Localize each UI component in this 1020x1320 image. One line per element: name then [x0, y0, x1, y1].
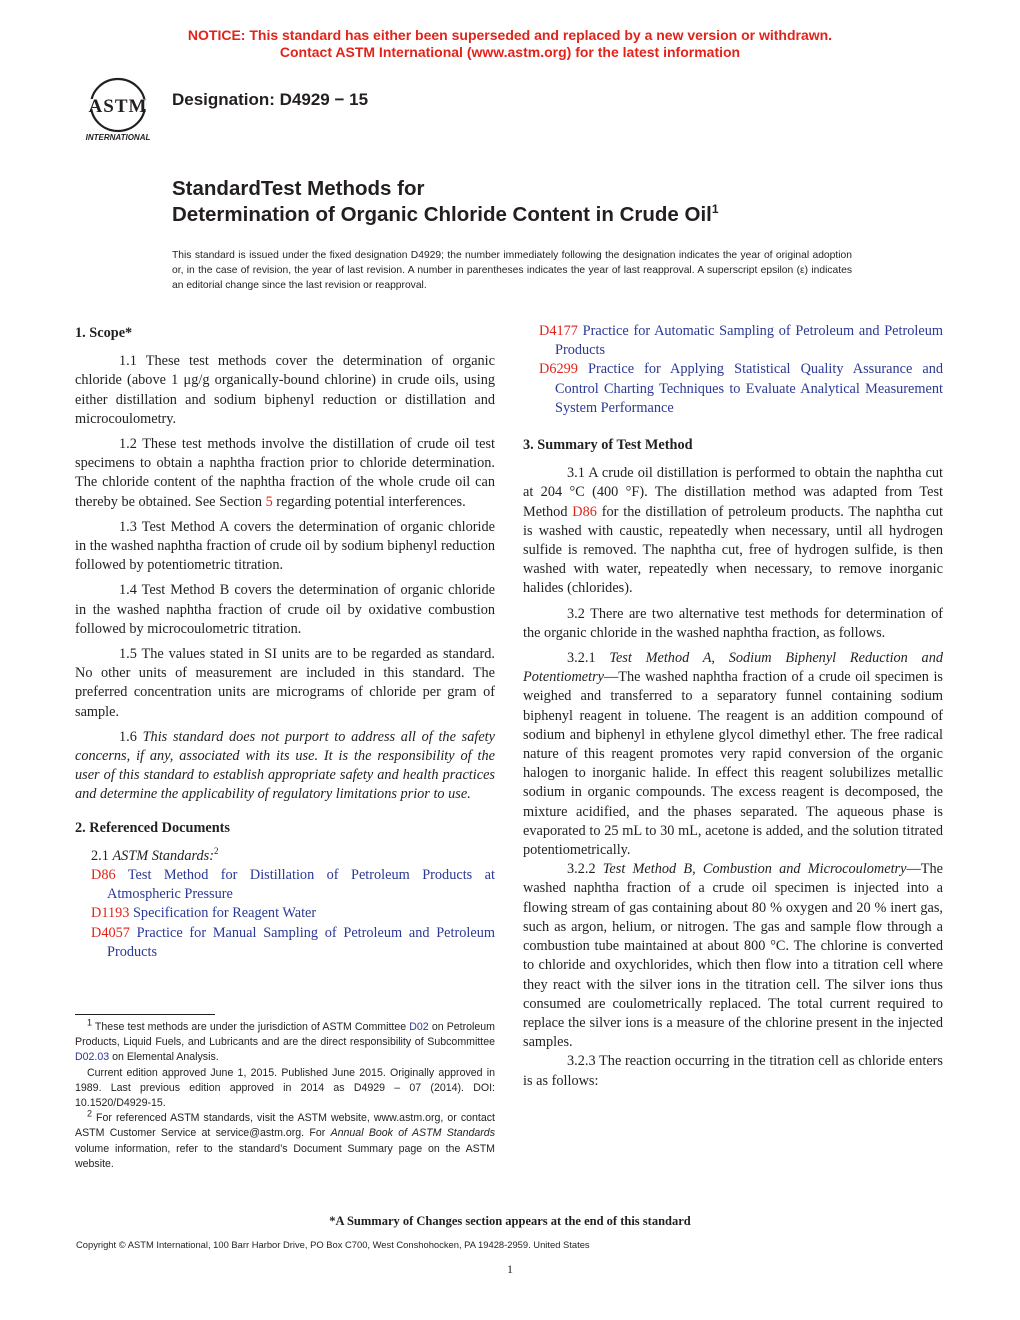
astm-standards-subheading [75, 847, 495, 866]
notice-line-1: NOTICE: This standard has either been superseded and replaced by a new version or withdrawn. [187, 27, 833, 43]
paragraph-1-4: 1.4 Test Method B covers the determination of organic chloride in the washed naphtha fraction of crude oil by oxidative combustion followed by microcoulometric titration. [75, 582, 495, 637]
notice-line-2: Contact ASTM International (www.astm.org) for the latest information [279, 43, 741, 60]
subheading-footnote-mark: 2 [214, 846, 219, 857]
paragraph-3-2: 3.2 There are two alternative test methods for determination of the organic chloride in the washed naphtha fraction, as follows. [523, 605, 943, 641]
paragraph-3-2-1-text: —The washed naphtha fraction of a crude oil specimen is weighed and transferred to a separatory funnel containing sodium biphenyl reagent in toluene. The reagent is an addition compound of sodium and biphenyl in ethylene glycol dimethyl ether. The free radical nature of this reagent promotes very rapid conversion of the organic halogen to inorganic halide. In effect this reagent solubilizes metallic sodium in organic compounds. The excess reagent is decomposed, the mixture acidified, and the phases separated. The aqueous phase is evaporated to 25 mL to 30 mL, acetone is added, and the solution titrated potentiometrically. [523, 669, 943, 859]
reference-item-d4177[interactable] [523, 322, 943, 360]
footnote-1-mark: 1 [87, 1017, 93, 1028]
title-footnote-mark: 1 [711, 202, 719, 217]
title-line-2 [172, 202, 719, 228]
paragraph-3-2-2-title: Test Method B, Combustion and Microcoulometry [602, 861, 907, 878]
logo-letters: ASTM [88, 96, 148, 117]
paragraph-3-2-2-number: 3.2.2 [567, 861, 603, 878]
copyright-line: Copyright © ASTM International, 100 Barr Harbor Drive, PO Box C700, West Conshohocken, PA 19428-2959. United States [76, 1239, 590, 1250]
d86-link[interactable]: D86 [572, 503, 597, 520]
reference-code[interactable]: D1193 [91, 905, 130, 922]
reference-item-d1193[interactable] [75, 904, 495, 923]
footnote-2-text-a: For referenced ASTM standards, visit the ASTM website, www.astm.org, or contact ASTM Customer Service at service@astm.org. For [75, 1112, 495, 1140]
paragraph-1-1: 1.1 These test methods cover the determination of organic chloride (above 1 μg/g organically-bound chlorine) in crude oils, using either distillation and sodium biphenyl reduction or distillation and microcoulometry. [75, 353, 495, 427]
paragraph-3-1 [523, 464, 943, 598]
subcommittee-d02-03-link[interactable]: D02.03 [75, 1051, 110, 1064]
subheading-number: 2.1 [91, 847, 113, 864]
section-1-heading: 1. Scope* [75, 325, 133, 341]
reference-title[interactable]: Practice for Applying Statistical Quality Assurance and Control Charting Techniques to Evaluate Analytical Measurement System Performance [555, 361, 944, 416]
paragraph-1-3: 1.3 Test Method A covers the determination of organic chloride in the washed naphtha fraction of crude oil by sodium biphenyl reduction followed by potentiometric titration. [75, 518, 495, 574]
page-number: 1 [507, 1262, 513, 1276]
paragraph-1-2-text-a: 1.2 These test methods involve the distillation of crude oil test specimens to obtain a naphtha fraction prior to chloride determination. The chloride content of the naphtha fraction of the whole crude oil can thereby be obtained. See Section [75, 436, 495, 510]
paragraph-1-5: 1.5 The values stated in SI units are to be regarded as standard. No other units of measurement are included in this standard. The preferred concentration units are micrograms of chloride per gram of sample. [75, 646, 495, 720]
paragraph-1-6-text: This standard does not purport to address all of the safety concerns, if any, associated with its use. It is the responsibility of the user of this standard to establish appropriate safety and health practices and determine the applicability of regulatory limitations prior to use. [75, 728, 495, 803]
section-3-heading: 3. Summary of Test Method [523, 437, 693, 454]
paragraph-3-2-2-text: —The washed naphtha fraction of a crude oil specimen is injected into a flowing stream of gas containing about 80 % oxygen and 20 % inert gas, such as argon, helium, or nitrogen. The gas and sample flow through a combustion tube maintained at about 800 °C. The chlorine is converted to chloride and oxychlorides, which then flow into a titration cell where they react with the silver ions in the titration cell. The silver ions thus consumed are coulometrically replaced. The total current required to replace the silver ions is a measure of the chlorine present in the injected samples. [523, 861, 943, 1051]
reference-code[interactable]: D6299 [539, 361, 578, 378]
committee-d02-link[interactable]: D02 [409, 1021, 429, 1033]
title-line-1: StandardTest Methods for [172, 177, 425, 200]
paragraph-3-2-1 [523, 649, 943, 860]
reference-item-d4057[interactable] [75, 924, 495, 962]
footnote-1-text-a: These test methods are under the jurisdiction of ASTM Committee [92, 1021, 410, 1033]
reference-title[interactable]: Practice for Manual Sampling of Petroleum and Petroleum Products [107, 924, 495, 960]
reference-code[interactable]: D86 [91, 867, 116, 884]
paragraph-1-6-number: 1.6 [119, 728, 143, 745]
footnote-2 [75, 1108, 495, 1172]
reference-item-d6299[interactable] [523, 360, 943, 418]
right-column [523, 322, 943, 1091]
document-title [172, 176, 719, 228]
section-5-link[interactable]: 5 [265, 493, 273, 510]
paragraph-1-2 [75, 435, 495, 512]
paragraph-3-2-1-number: 3.2.1 [567, 650, 610, 667]
issuance-statement: This standard is issued under the fixed designation D4929; the number immediately following the designation indicates the year of original adoption or, in the case of revision, the year of last revision. A number in parentheses indicates the year of last reapproval. A superscript epsilon (ε) indicates an editorial change since the last revision or reapproval. [172, 250, 852, 292]
footnote-1 [75, 1017, 495, 1066]
footnote-1-text-b: on Petroleum Products, Liquid Fuels, and Lubricants and are the direct responsibility of Subcommittee [75, 1021, 495, 1049]
footnotes [75, 1017, 495, 1172]
paragraph-1-6 [75, 728, 495, 805]
summary-of-changes-note: *A Summary of Changes section appears at the end of this standard [329, 1214, 691, 1228]
footnote-2-mark: 2 [87, 1108, 93, 1119]
footnote-divider [75, 1014, 215, 1015]
reference-item-d86[interactable] [75, 866, 495, 904]
section-2-heading: 2. Referenced Documents [75, 819, 230, 836]
footnote-2-text-b: volume information, refer to the standard’s Document Summary page on the ASTM website. [75, 1142, 495, 1170]
footnote-1-current-edition: Current edition approved June 1, 2015. Published June 2015. Originally approved in 1989. Last previous edition approved in 2014 as D4929 – 07 (2014). DOI: 10.1520/D4929-15. [75, 1066, 495, 1110]
paragraph-3-1-text-b: for the distillation of petroleum products. The naphtha cut is washed with caustic, repeatedly when necessary, until all hydrogen sulfide is removed. The naphtha cut, free of hydrogen sulfide, is then washed with water, repeatedly when necessary, to remove inorganic halides (chlorides). [523, 503, 943, 597]
designation: Designation: D4929 − 15 [172, 90, 369, 109]
paragraph-3-2-2 [523, 860, 943, 1052]
subheading-label: ASTM Standards: [112, 847, 214, 864]
reference-title[interactable]: Specification for Reagent Water [132, 905, 317, 922]
paragraph-3-1-text-a: 3.1 A crude oil distillation is performed to obtain the naphtha cut at 204 °C (400 °F). The distillation method was adapted from Test Method [523, 465, 943, 520]
footnote-2-book-title: Annual Book of ASTM Standards [330, 1127, 495, 1140]
title-line-2-text: Determination of Organic Chloride Content in Crude Oil [172, 203, 712, 226]
reference-code[interactable]: D4177 [539, 323, 578, 339]
reference-title[interactable]: Practice for Automatic Sampling of Petroleum and Petroleum Products [555, 323, 943, 359]
withdrawn-notice [0, 27, 1020, 60]
footnote-1-text-c: on Elemental Analysis. [109, 1051, 219, 1064]
astm-logo [76, 76, 160, 144]
paragraph-3-2-3: 3.2.3 The reaction occurring in the titration cell as chloride enters is as follows: [523, 1053, 943, 1089]
reference-code[interactable]: D4057 [91, 924, 130, 941]
left-column [75, 322, 495, 962]
paragraph-1-2-text-b: regarding potential interferences. [272, 493, 466, 510]
reference-title[interactable]: Test Method for Distillation of Petroleum Products at Atmospheric Pressure [107, 867, 495, 903]
logo-subtitle: INTERNATIONAL [85, 133, 151, 142]
paragraph-3-2-1-title: Test Method A, Sodium Biphenyl Reduction and Potentiometry [523, 650, 943, 686]
